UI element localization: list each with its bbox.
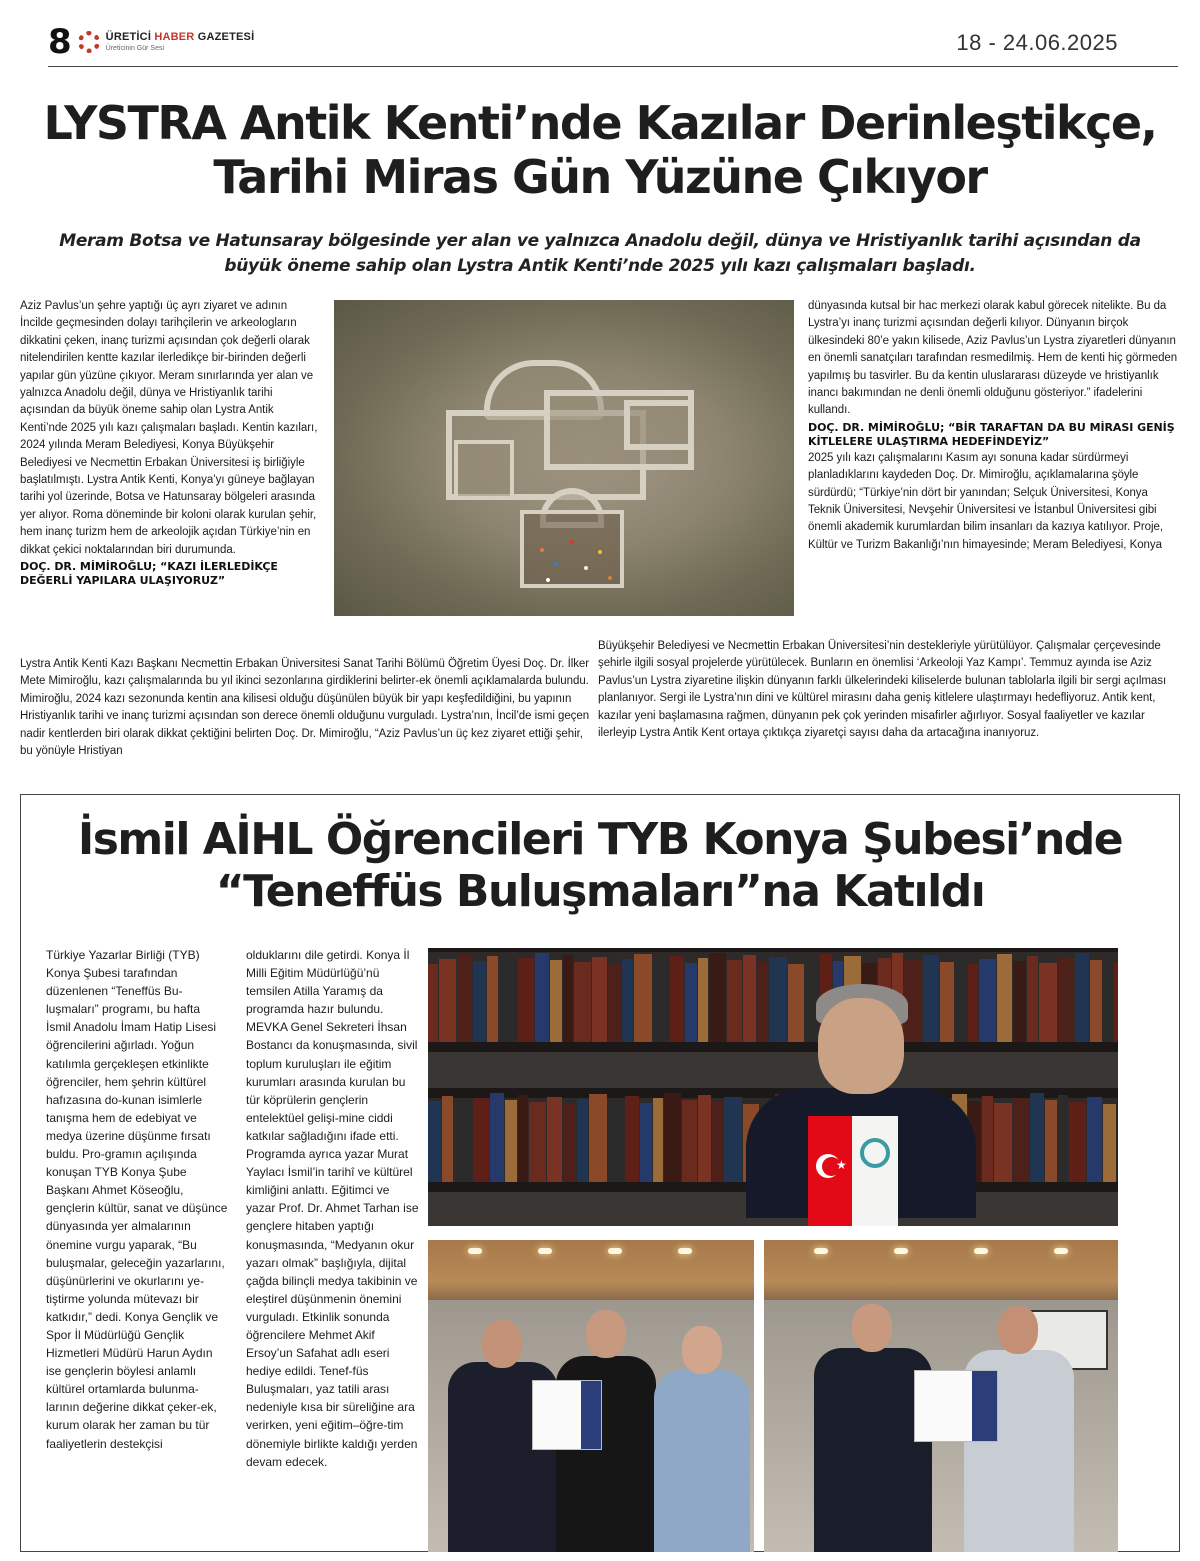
book-spine	[608, 964, 621, 1042]
brand-suffix: GAZETESİ	[197, 31, 255, 43]
certificate-icon	[532, 1380, 602, 1450]
article1-col3-paragraph2: 2025 yılı kazı çalışmalarını Kasım ayı sonuna kadar sürdürmeyi planladıklarını kaydeden Doç. Dr. Mimiroğlu, açıklamalarına şöyle sürdürdü; “Türkiye’nin dört bir yanından; Selçuk Üniversitesi, Konya Teknik Üniversitesi, Nevşehir Üniversitesi ve İstanbul Üniversitesi gibi önemli akademik kurumlardan bilim insanları da kazıya katılıyor. Proje, Kültür ve Turizm Bakanlığı’nın himayesinde; Meram Belediyesi, Konya	[808, 451, 1164, 551]
book-spine	[769, 957, 787, 1042]
book-spine	[454, 1103, 472, 1182]
book-spine	[535, 953, 549, 1042]
book-spine	[487, 956, 498, 1042]
book-spine	[968, 964, 978, 1042]
book-spine	[505, 1100, 517, 1182]
book-spine	[563, 955, 573, 1042]
book-spine	[574, 962, 591, 1042]
book-spine	[1103, 955, 1113, 1042]
book-spine	[518, 958, 534, 1042]
certificate-ceremony-photo-2	[764, 1240, 1118, 1552]
book-spine	[608, 1101, 624, 1182]
excavation-aerial-photo	[334, 300, 794, 616]
article1-wide-block	[20, 656, 590, 760]
book-spine	[1058, 958, 1074, 1042]
book-spine	[634, 954, 652, 1042]
article2-column1	[46, 946, 228, 1453]
book-spine	[1039, 963, 1057, 1042]
book-spine	[670, 956, 684, 1042]
book-spine	[1090, 960, 1102, 1042]
article1-subheading1: DOÇ. DR. MİMİROĞLU; “KAZI İLERLEDİKÇE DEĞERLİ YAPILARA ULAŞIYORUZ”	[20, 560, 278, 588]
certificate-icon-2	[914, 1370, 998, 1442]
tyb-logo-icon	[852, 1116, 898, 1226]
book-spine	[997, 954, 1012, 1042]
book-spine	[709, 953, 726, 1042]
article1-column3	[808, 298, 1178, 554]
article1-subheading2: DOÇ. DR. MİMİROĞLU; “BİR TARAFTAN DA BU MİRASI GENİŞ KİTLELERE ULAŞTIRMA HEDEFİNDEYİZ”	[808, 420, 1175, 448]
book-spine	[473, 1098, 489, 1182]
book-spine	[682, 1100, 697, 1182]
book-spine	[518, 1095, 528, 1182]
masthead	[48, 22, 254, 62]
book-spine	[664, 1093, 681, 1182]
book-spine	[1069, 1102, 1086, 1182]
article1-headline-line1: LYSTRA Antik Kenti’nde Kazılar Derinleştikçe,	[43, 96, 1157, 150]
book-spine	[473, 961, 486, 1042]
book-spine	[1087, 1097, 1102, 1182]
book-spine	[979, 959, 996, 1042]
book-spine	[1103, 1104, 1116, 1182]
book-spine	[994, 1103, 1012, 1182]
book-spine	[547, 1097, 562, 1182]
book-spine	[428, 1101, 441, 1182]
book-spine	[577, 1099, 588, 1182]
header-divider	[48, 66, 1178, 67]
article1-headline-line2: Tarihi Miras Gün Yüzüne Çıkıyor	[213, 150, 987, 204]
book-spine	[940, 962, 954, 1042]
book-spine	[1013, 1098, 1029, 1182]
book-spine	[923, 955, 939, 1042]
book-spine	[550, 960, 562, 1042]
book-spine	[625, 1096, 639, 1182]
turkish-flag-icon: ★	[808, 1116, 852, 1226]
book-spine	[653, 1098, 663, 1182]
book-spine	[727, 960, 742, 1042]
book-spine	[589, 1094, 607, 1182]
book-spine	[490, 1093, 504, 1182]
article2-headline-line1: İsmil AİHL Öğrencileri TYB Konya Şubesi’nde	[77, 814, 1123, 865]
article1-wide2-paragraph: Büyükşehir Belediyesi ve Necmettin Erbakan Üniversitesi’nin destekleriyle yürütülüyor. Çalışmalar çerçevesinde şehirle ilgili sosyal projelerde yürütülecek. Bunların en önemlisi ‘Arkeoloji Yaz Kampı’. Temmuz ayında ise Aziz Pavlus’un Lystra ziyaretine ilişkin dünyanın farklı ülkelerindeki kiliselerde bulunan tablolarla ilgili bir sergi açılması planlanıyor. Sergi ile Lystra’nın dini ve kültürel mirasını daha geniş kitlelere ulaştırmayı hedefliyoruz. Antik kent, kazılar yeni başlamasına rağmen, dünyanın pek çok yerinden misafirler ağırlıyor. Sosyal faaliyetler ve kazılar ilerleyip Lystra Antik Kent ortaya çıktıkça ziyaretçi sayısı daha da artacağına inanıyoruz.	[598, 640, 1167, 740]
book-spine	[743, 955, 756, 1042]
book-spine	[1075, 953, 1089, 1042]
book-spine	[622, 959, 633, 1042]
book-spine	[1013, 961, 1026, 1042]
certificate-ceremony-photo-1	[428, 1240, 754, 1552]
book-spine	[1030, 1093, 1044, 1182]
book-spine	[1114, 962, 1118, 1042]
article2-col1-paragraph: Türkiye Yazarlar Birliği (TYB) Konya Şubesi tarafından düzenlenen “Teneffüs Bu-luşmaları” programı, bu hafta İsmil Anadolu İmam Hatip Lisesi öğrencilerini ağırladı. Yoğun katılımla gerçekleşen etkinlikte öğrenciler, hem şehrin kültürel hafızasına do-kunan isimlerle tanışma hem de edebiyat ve medya üzerine düşünme fırsatı buldu. Pro-gramın açılışında konuşan TYB Konya Şube Başkanı Ahmet Köseoğlu, gençlerin kültür, sanat ve düşünce dünyasında yer almalarının önemine vurgu yaparak, “Bu buluşmalar, geleceğin yazarlarını, düşünürlerini ve okurlarını ye-tiştirme yolunda mütevazı bir katkıdır,” dedi. Konya Gençlik ve Spor İl Müdürlüğü Gençlik Hizmetleri Müdürü Harun Aydın ise gençlerin böylesi anlamlı kültürel ortamlarda bulunma-larının değerine dikkat çeker-ek, kurum olarak her zaman bu tür faaliyetlerin destekçisi	[46, 948, 228, 1451]
book-spine	[712, 1102, 723, 1182]
book-spine	[428, 964, 438, 1042]
book-spine	[1117, 1099, 1118, 1182]
article1-headline	[20, 96, 1180, 204]
brand-prefix: ÜRETİCİ	[105, 31, 152, 43]
book-spine	[563, 1104, 576, 1182]
book-spine	[1027, 956, 1038, 1042]
book-spine	[592, 957, 607, 1042]
book-spine	[698, 1095, 711, 1182]
speaker-at-podium-photo	[428, 948, 1118, 1226]
book-spine	[788, 964, 804, 1042]
article2-column2	[246, 946, 420, 1471]
book-spine	[955, 957, 967, 1042]
article2-col2-paragraph: olduklarını dile getirdi. Konya İl Milli Eğitim Müdürlüğü’nü temsilen Atilla Yaramış da programda hazır bulundu. MEVKA Genel Sekreteri İhsan Bostancı da konuşmasında, sivil toplum kuruluşları ile eğitim kurumları arasında kurulan bu tür köprülerin gençlerin entelektüel gelişi-mine ciddi katkılar sağladığını ifade etti. Programda ayrıca yazar Murat Yaylacı İsmil’in tarihî ve kültürel kimliğini anlattı. Eğitimci ve yazar Prof. Dr. Ahmet Tarhan ise gençlere hitaben yaptığı konuşmasında, “Medyanın okur yazarı olmak” başlığıyla, dijital çağda bilinçli medya takibinin ve eleştirel düşünmenin önemini vurguladı. Etkinlik sonunda öğrencilere Mehmet Akif Ersoy’un Safahat adlı eseri hediye edildi. Tenef-füs Buluşmaları, yaz tatili arası nedeniyle kısa bir süreliğine ara verirken, yeni eğitim–öğre-tim dönemiyle birlikte kaldığı yerden devam edecek.	[246, 948, 419, 1469]
book-spine	[457, 954, 472, 1042]
newspaper-tagline: Üreticinin Gür Sesi	[105, 45, 165, 52]
book-spine	[724, 1097, 742, 1182]
page-number: 8	[48, 22, 72, 62]
article1-wide-block2	[598, 638, 1180, 742]
issue-date: 18 - 24.06.2025	[956, 30, 1118, 55]
article1-wide-paragraph: Lystra Antik Kenti Kazı Başkanı Necmettin Erbakan Üniversitesi Sanat Tarihi Bölümü Öğretim Üyesi Doç. Dr. İlker Mete Mimiroğlu, kazı çalışmalarında bu yıl ikinci sezonlarına girdiklerini belirter-ek önemli açıklamalarda bulundu. Mimiroğlu, 2024 kazı sezonunda kentin ana kilisesi olduğu düşünülen büyük bir yapı keşfedildiğini, bu yapının Hristiyanlık tarihi ve inanç turizmi açısından son derece önemli olduğunu vurguladı. Lystra’nın, İncil’de ismi geçen nadir kentlerden biri olarak dikkat çektiğini belirten Doç. Dr. Mimiroğlu, “Aziz Pavlus’un üç kez ziyaret ettiği şehir, bu yönüyle Hristiyan	[20, 658, 590, 758]
gear-logo-icon	[78, 31, 100, 53]
article1-col1-paragraph: Aziz Pavlus’un şehre yaptığı üç ayrı ziyaret ve adının İncilde geçmesinden dolayı tarihçilerin ve arkeologların dikkatini çeken, inanç turizmi açısından çok değerli olarak nitelendirilen kentte kazılar ilerledikçe bir-birinden değerli yapılar gün yüzüne çıkıyor. Meram sınırlarında yer alan ve yalnızca Anadolu değil, dünya ve Hristiyanlık tarihi açısından da büyük öneme sahip olan Lystra Antik Kenti’nde 2025 yılı kazı çalışmaları başladı. Kentin kazıları, 2024 yılında Meram Belediyesi, Konya Büyükşehir Belediyesi ve Necmettin Erbakan Üniversitesi iş birliğiyle başlatılmıştı. Lystra Antik Kenti, Konya’yı güneye bağlayan tarihi yol üzerinde, Botsa ve Hatunsaray bölgeleri arasında yer alıyor. Roma döneminde bir koloni olarak kurulan şehir, hem inanç turizm hem de arkeolojik açıdan Türkiye’nin en dikkat çekici noktalarından biri durumunda.	[20, 300, 318, 556]
article2-headline	[20, 814, 1180, 918]
book-spine	[1045, 1100, 1057, 1182]
book-spine	[439, 959, 456, 1042]
book-spine	[653, 961, 669, 1042]
book-spine	[757, 962, 768, 1042]
book-spine	[1058, 1095, 1068, 1182]
article2-headline-line2: “Teneffüs Buluşmaları”na Katıldı	[215, 866, 985, 917]
book-spine	[442, 1096, 453, 1182]
book-spine	[685, 963, 697, 1042]
book-spine	[529, 1102, 546, 1182]
article1-column1	[20, 298, 320, 589]
book-spine	[698, 958, 708, 1042]
book-spine	[982, 1096, 993, 1182]
article1-lead: Meram Botsa ve Hatunsaray bölgesinde yer alan ve yalnızca Anadolu değil, dünya ve Hristiyanlık tarihi açısından da büyük öneme sahip olan Lystra Antik Kenti’nde 2025 yılı kazı çalışmaları başladı.	[59, 231, 1141, 276]
newspaper-name	[106, 32, 255, 43]
newspaper-brand	[106, 32, 255, 52]
book-spine	[499, 963, 517, 1042]
brand-main: HABER	[154, 31, 195, 43]
book-spine	[640, 1103, 652, 1182]
article1-col3-paragraph: dünyasında kutsal bir hac merkezi olarak kabul görecek nitelikte. Bu da Lystra’yı inanç turizmi açısından değerli kılıyor. Dünyanın birçok ülkesindeki 80’e yakın kilisede, Aziz Pavlus’un Lystra ziyaretleri dünyanın en önemli sanatçıları tarafından resmedilmiş. Hem de kenti hiç görmeden yapılmış bu tasvirler. Bu da kentin uluslararası düzeyde ve hristiyanlık inancı bakımından ne denli önemli olduğunu gösteriyor.” ifadelerini kullandı.	[808, 300, 1178, 417]
